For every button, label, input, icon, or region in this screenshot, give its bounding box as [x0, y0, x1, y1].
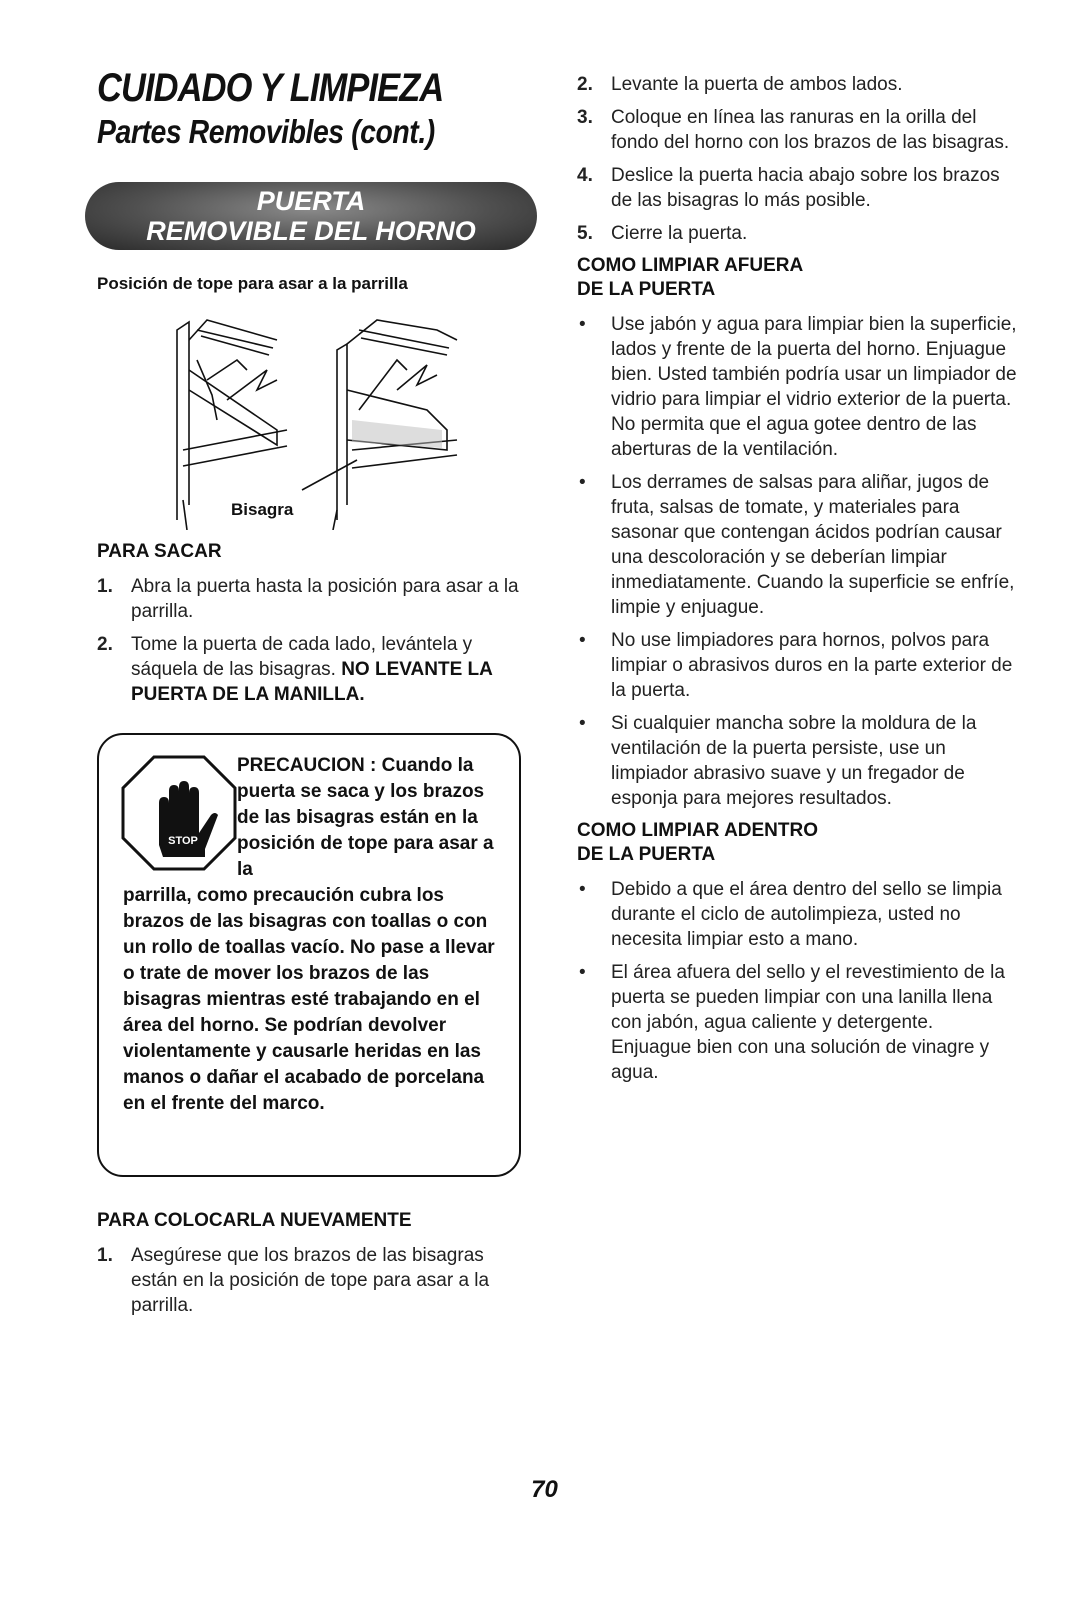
list-item: [577, 105, 1017, 155]
bullet-icon: •: [579, 962, 586, 983]
right-column: [577, 72, 1017, 1093]
list-item: [577, 628, 1017, 703]
stop-sign-text: STOP: [168, 835, 198, 847]
list-item: [577, 163, 1017, 213]
step-text: Cierre la puerta.: [611, 223, 748, 244]
list-item: [577, 877, 1017, 952]
step-text: Levante la puerta de ambos lados.: [611, 74, 903, 95]
step-number: 1.: [97, 1245, 113, 1266]
remove-steps: [97, 574, 527, 707]
step-number: 2.: [97, 634, 113, 655]
step-number: 3.: [577, 107, 593, 128]
banner-line-2: REMOVIBLE DEL HORNO: [146, 216, 476, 246]
list-item: [577, 221, 1017, 246]
bullet-icon: •: [579, 713, 586, 734]
list-item: [577, 470, 1017, 620]
step-text: Tome la puerta de cada lado, levántela y sáquela de las bisagras.: [131, 634, 473, 680]
tip-text: Debido a que el área dentro del sello se limpia durante el ciclo de autolimpieza, usted no necesita limpiar esto a mano.: [611, 879, 1002, 950]
door-hinge-drawing: [97, 300, 527, 530]
list-item: [577, 960, 1017, 1085]
tip-text: No use limpiadores para hornos, polvos para limpiar o abrasivos duros en la parte exterior de la puerta.: [611, 630, 1013, 701]
figure-caption: Posición de tope para asar a la parrilla: [97, 274, 408, 293]
outside-heading-line-2: DE LA PUERTA: [577, 279, 716, 300]
tip-text: Use jabón y agua para limpiar bien la superficie, lados y frente de la puerta del horno. Enjuague bien. Usted también podría usar un limpiador de vidrio para limpiar el vidrio exterior de la puerta. No permita que el agua gotee dentro de las aberturas de la ventilación.: [611, 314, 1017, 460]
tip-text: Si cualquier mancha sobre la moldura de la ventilación de la puerta persiste, use un limpiador abrasivo suave y un fregador de esponja para mejores resultados.: [611, 713, 977, 809]
list-item: [97, 632, 527, 707]
caution-text: parrilla, como precaución cubra los brazos de las bisagras con toallas o con un rollo de toallas vacío. No pase a llevar o trate de mover los brazos de las bisagras mientras esté trabajando en el área del horno. Se podrían devolver violentamente y causarle heridas en las manos o dañar el acabado de porcelana en el frente del marco.: [123, 885, 495, 1114]
replace-heading: PARA COLOCARLA NUEVAMENTE: [97, 1210, 412, 1231]
step-number: 1.: [97, 576, 113, 597]
list-item: [577, 72, 1017, 97]
list-item: [97, 1243, 527, 1318]
inside-heading-line-2: DE LA PUERTA: [577, 844, 716, 865]
inside-heading-line-1: COMO LIMPIAR ADENTRO: [577, 820, 819, 841]
section-banner: [85, 182, 537, 250]
replace-steps-cont: [577, 72, 1017, 246]
page-subtitle: Partes Removibles (cont.): [97, 113, 435, 150]
bullet-icon: •: [579, 314, 586, 335]
bullet-icon: •: [579, 630, 586, 651]
step-text: Abra la puerta hasta la posición para asar a la parrilla.: [131, 576, 519, 622]
banner-line-1: PUERTA: [256, 186, 366, 216]
step-warning: NO LEVANTE LA PUERTA DE LA MANILLA.: [131, 659, 493, 705]
inside-heading: [577, 819, 1017, 867]
bullet-icon: •: [579, 879, 586, 900]
list-item: [577, 711, 1017, 811]
remove-heading: PARA SACAR: [97, 541, 222, 562]
page-title: CUIDADO Y LIMPIEZA: [97, 66, 444, 110]
step-text: Coloque en línea las ranuras en la orilla del fondo del horno con los brazos de las bisagras.: [611, 107, 1010, 153]
step-number: 2.: [577, 74, 593, 95]
tip-text: El área afuera del sello y el revestimiento de la puerta se pueden limpiar con una lanilla llena con jabón, agua caliente y detergente. Enjuague bien con una solución de vinagre y agua.: [611, 962, 1005, 1083]
caution-box: [97, 733, 521, 1177]
caution-heading: PRECAUCION : Cuando la puerta se saca y los brazos de las bisagras están en la posición de tope para asar a la: [237, 755, 494, 880]
tip-text: Los derrames de salsas para aliñar, jugos de fruta, salsas de tomate, y materiales para sasonar que contengan ácidos podrían causar una descoloración y se deberían limpiar inmediatamente. Cuando la superficie se enfríe, limpie y enjuague.: [611, 472, 1015, 618]
stop-hand-icon: [119, 753, 239, 873]
step-number: 5.: [577, 223, 593, 244]
outside-heading-line-1: COMO LIMPIAR AFUERA: [577, 255, 804, 276]
step-text: Asegúrese que los brazos de las bisagras están en la posición de tope para asar a la parrilla.: [131, 1245, 490, 1316]
step-text: Deslice la puerta hacia abajo sobre los brazos de las bisagras lo más posible.: [611, 165, 1000, 211]
hinge-illustration: [97, 300, 527, 530]
inside-tips: [577, 877, 1017, 1085]
outside-tips: [577, 312, 1017, 811]
outside-heading: [577, 254, 1017, 302]
list-item: [97, 574, 527, 624]
step-number: 4.: [577, 165, 593, 186]
left-column: [97, 66, 527, 1326]
replace-steps-start: [97, 1243, 527, 1318]
hinge-label: Bisagra: [231, 500, 294, 519]
bullet-icon: •: [579, 472, 586, 493]
list-item: [577, 312, 1017, 462]
page-number: 70: [531, 1476, 558, 1503]
